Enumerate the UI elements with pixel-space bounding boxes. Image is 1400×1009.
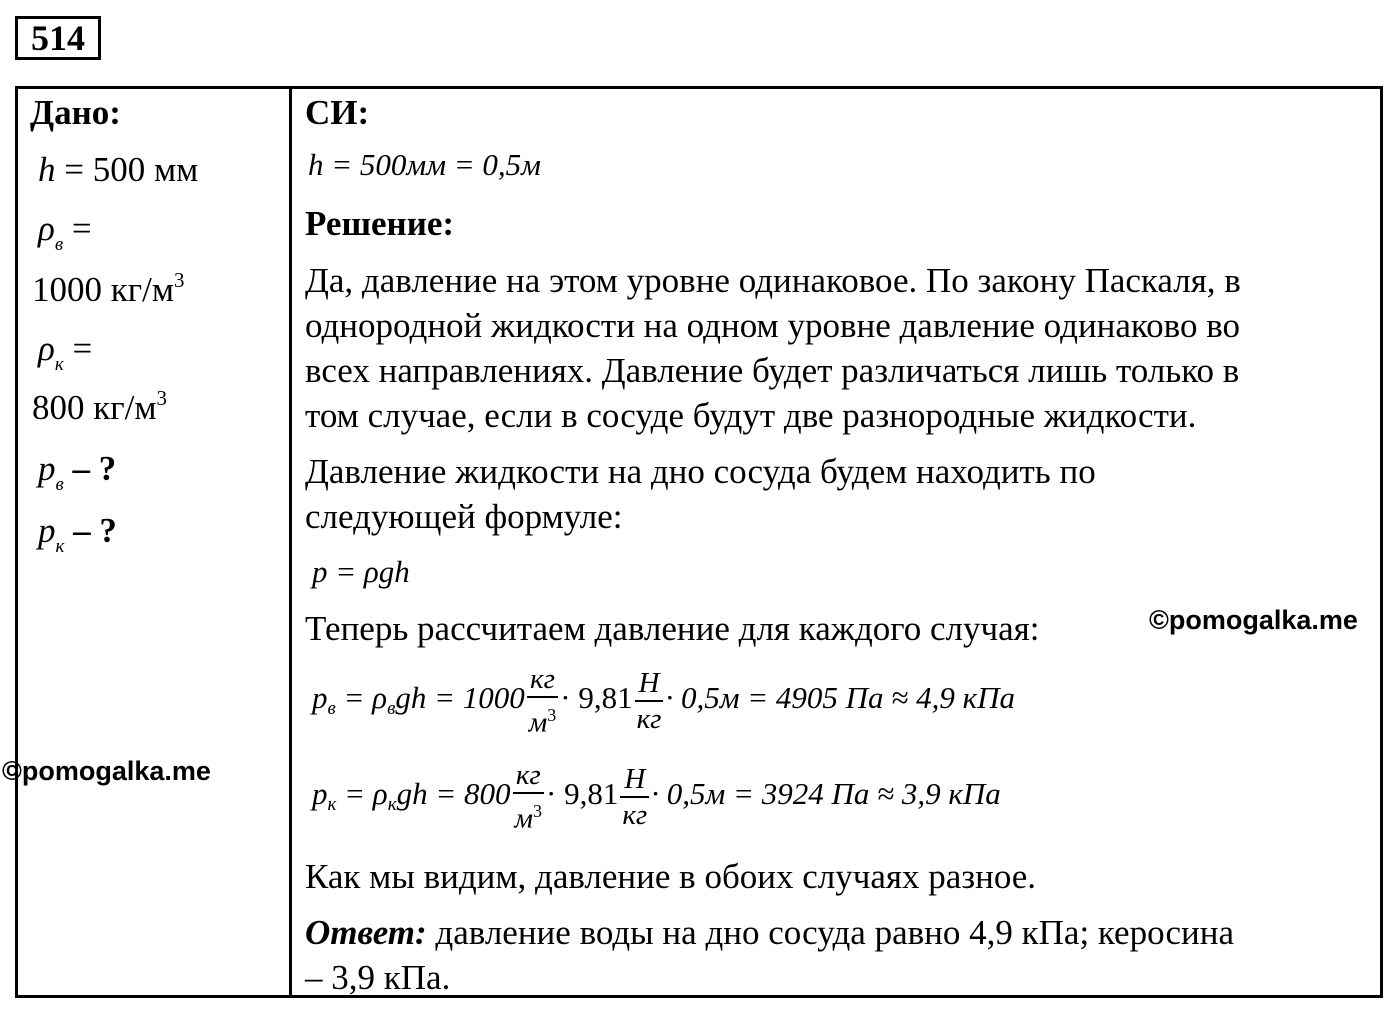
given-height: h = 500 мм <box>38 150 199 189</box>
paragraph-1-line-1: Да, давление на этом уровне одинаковое. По закону Паскаля, в <box>305 261 1241 300</box>
given-kerosene-density-value: 800 $кг/м^3$ <box>32 386 167 427</box>
si-conversion: h = 500мм = 0,5м <box>308 147 541 182</box>
given-water-density-label: $\rho_в$ = <box>38 209 92 255</box>
si-header: СИ: <box>305 93 370 132</box>
paragraph-2-line-1: Давление жидкости на дно сосуда будем находить по <box>305 452 1096 491</box>
watermark: ©pomogalka.me <box>2 756 211 786</box>
unknown-water-pressure: $p_в$ – ? <box>38 449 117 495</box>
answer-line-1: Ответ: давление воды на дно сосуда равно 4,9 кПа; керосина <box>305 913 1234 952</box>
given-kerosene-density-label: $\rho_к$ = <box>38 329 93 375</box>
pressure-formula: p = ρgh <box>312 554 410 589</box>
fraction-n-per-kg: $\frac{Н}{кг}$ <box>622 762 648 831</box>
answer-line-2: – 3,9 кПа. <box>305 958 451 997</box>
solution-table <box>15 86 1383 998</box>
given-water-density-value: 1000 $кг/м^3$ <box>32 268 185 309</box>
paragraph-1-line-4: том случае, если в сосуде будут две разнородные жидкости. <box>305 396 1197 435</box>
paragraph-1-line-2: однородной жидкости на одном уровне давление одинаково во <box>305 306 1240 345</box>
solution-header: Решение: <box>305 204 455 243</box>
paragraph-3: Теперь рассчитаем давление для каждого случая: <box>305 609 1040 648</box>
column-divider <box>289 89 292 995</box>
given-header: Дано: <box>30 93 121 132</box>
water-pressure-calculation: pв = ρвgh = 1000 $\frac{кг}{м^3}$ · 9,81 $\frac{Н}{кг}$ · 0,5м = 4905 Па ≈ 4,9 кПа <box>312 663 1015 739</box>
unknown-kerosene-pressure: $p_к$ – ? <box>38 511 117 557</box>
problem-number: 514 <box>15 16 101 60</box>
conclusion: Как мы видим, давление в обоих случаях разное. <box>305 857 1037 896</box>
paragraph-2-line-2: следующей формуле: <box>305 497 623 536</box>
fraction-kg-per-m3: $\frac{кг}{м^3}$ <box>514 759 543 835</box>
fraction-n-per-kg: $\frac{Н}{кг}$ <box>636 666 662 735</box>
fraction-kg-per-m3: $\frac{кг}{м^3}$ <box>528 663 557 739</box>
watermark: ©pomogalka.me <box>1149 605 1358 635</box>
paragraph-1-line-3: всех направлениях. Давление будет различаться лишь только в <box>305 351 1240 390</box>
kerosene-pressure-calculation: pк = ρкgh = 800 $\frac{кг}{м^3}$ · 9,81 $\frac{Н}{кг}$ · 0,5м = 3924 Па ≈ 3,9 кПа <box>312 759 1001 835</box>
